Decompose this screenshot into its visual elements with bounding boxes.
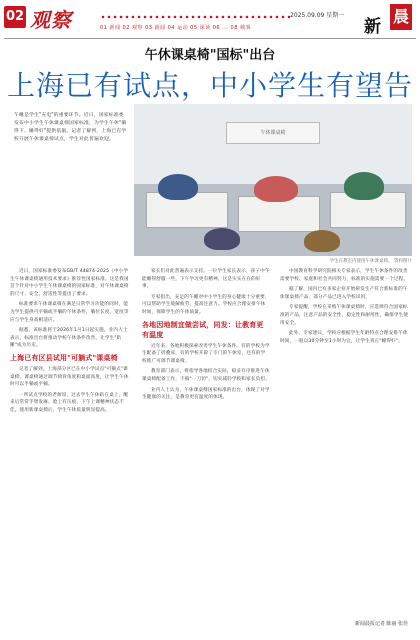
photo-caption: 学生在教室内使用午休课桌椅。 资料图片 bbox=[329, 259, 412, 264]
paragraph: 记者了解到，上海部分区已在中小学试点"可躺式"课桌椅。课桌椅通过调节椅背角度和桌面高度，让学生午休时可以半躺或平躺。 bbox=[10, 366, 129, 388]
paragraph: 近年来，各地积极探索改善学生午休条件。有的学校为学生配备了折叠床，有的学校开辟了专门的午休室，还有的学校推广可调节课桌椅。 bbox=[142, 343, 270, 364]
article-headline: 上海已有试点，中小学生有望告 bbox=[6, 69, 413, 102]
article-column-1 bbox=[10, 268, 132, 418]
photo-student bbox=[254, 176, 298, 202]
paragraph: 据了解，国内已有多家企业开始研发生产符合新标准的午休课桌椅产品，部分产品已进入学校试用。 bbox=[280, 287, 408, 300]
page-masthead bbox=[0, 0, 420, 44]
photo-student bbox=[204, 228, 240, 250]
section-number: 02 bbox=[4, 6, 26, 28]
edition-index: 01 新闻 02 观察 03 新闻 04 运动 05 深读 06 ... 08 城事 bbox=[100, 25, 251, 31]
article-lead: 午睡是学生"充电"的重要环节。近日，国家标准委发布中小学生午休课桌椅国家标准，为学生午休"躺得下、睡得好"提供依据。记者了解到，上海已有学校开展午休课桌椅试点，学生对此普遍欢迎。 bbox=[14, 113, 127, 142]
section-subhead: 各地因地制宜做尝试，同发：让教育更有温度 bbox=[142, 320, 264, 339]
paragraph: 业内人士认为，午休课桌椅国家标准的出台，体现了对学生健康的关注，是教育更有温度的体现。 bbox=[142, 387, 270, 401]
logo-accent-char: 晨 bbox=[390, 4, 412, 30]
paragraph: 专家指出，充足的午睡对中小学生的身心健康十分重要，可以帮助学生缓解疲劳、提高注意力。学校应合理安排午休时间，保障学生的午休质量。 bbox=[142, 294, 270, 315]
photo-student bbox=[344, 172, 384, 200]
photo-student bbox=[304, 230, 340, 252]
paragraph: 此外，专家建议，学校应根据学生年龄特点合理安排午休时间，一般以30分钟至1小时为宜，让学生真正"睡得好"。 bbox=[280, 331, 408, 344]
paragraph: 专家提醒，学校在采购午休课桌椅时，应选择符合国家标准的产品，注意产品的安全性、稳定性和耐用性，确保学生使用安全。 bbox=[280, 305, 409, 326]
decorative-dots bbox=[100, 14, 290, 20]
article-photo bbox=[134, 104, 412, 256]
section-subhead: 上海已有区县试用"可躺式"课桌椅 bbox=[10, 353, 118, 362]
paragraph: 一所试点学校的老师说，过去学生午休趴在桌上，醒来后常常手臂发麻、脸上有压痕，下午上课精神状态不佳。使用新课桌椅后，学生午休质量明显提高。 bbox=[10, 392, 129, 413]
article-column-3 bbox=[280, 268, 410, 348]
photo-student bbox=[158, 174, 198, 200]
section-name: 观察 bbox=[30, 8, 72, 32]
paragraph: 教育部门表示，将指导各地结合实际，稳妥有序推进午休课桌椅配备工作，不搞"一刀切"，切实减轻学校和家长负担。 bbox=[142, 369, 270, 382]
issue-date: 2025.09.09 星期一 bbox=[290, 12, 345, 19]
article-column-2 bbox=[142, 268, 270, 405]
paragraph: 标准要求午休课桌椅在满足日常学习功能的同时，能为学生提供可平躺或半躺的午休条件，躺位长度、宽度等应与学生身高相适应。 bbox=[10, 302, 129, 323]
paragraph: 家长们对此普遍表示支持。一位学生家长表示，孩子中午能睡得舒服一些，下午学习更有精神，这是实实在在的好事。 bbox=[142, 269, 270, 290]
article-kicker: 午休课桌椅"国标"出台 bbox=[144, 48, 276, 63]
photo-sign: 午休课桌椅 bbox=[226, 122, 320, 144]
paragraph: 近日，国家标准委发布GB/T 44874-2025《中小学生午休课桌椅通用技术要求》推荐性国家标准。这是我国首个针对中小学生午休课桌椅的国家标准，对午休课桌椅的尺寸、安全、舒适性等提出了要求。 bbox=[10, 269, 129, 297]
paragraph: 据悉，该标准将于2026年1月1日起实施。业内人士表示，标准出台将推动学校午休条件改善，让学生"趴睡"成为历史。 bbox=[10, 328, 128, 349]
paragraph: 中国教育科学研究院相关专家表示，学生午休条件的改善需要学校、家庭和社会共同努力，标准的实施需要一个过程。 bbox=[280, 269, 409, 282]
logo-main-char: 新 bbox=[364, 17, 381, 37]
article-byline: 新闻晨报记者 陈丽 张佳 bbox=[354, 621, 408, 627]
newspaper-logo bbox=[364, 4, 416, 36]
masthead-divider bbox=[4, 38, 416, 39]
